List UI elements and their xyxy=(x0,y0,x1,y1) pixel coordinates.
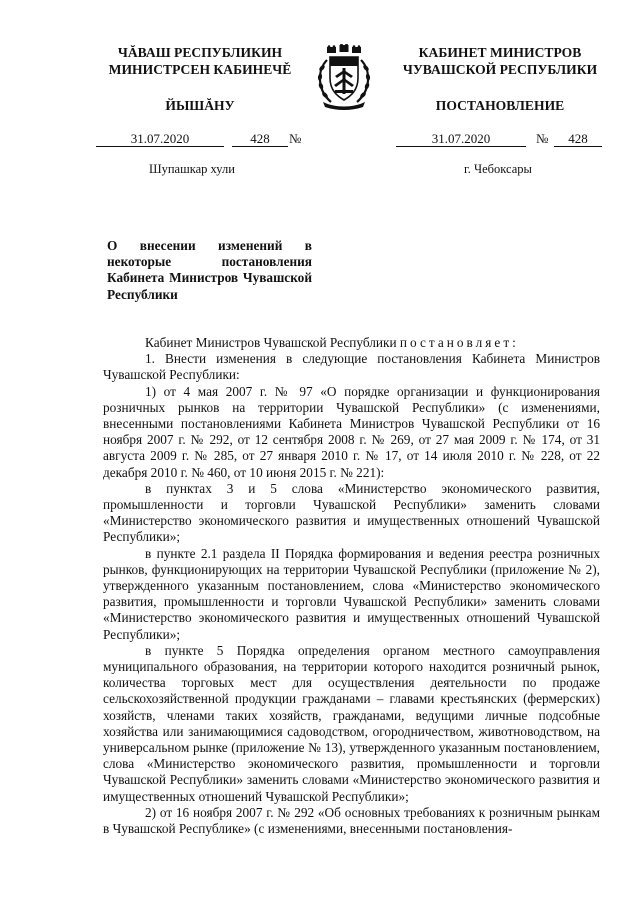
right-number: 428 xyxy=(554,131,602,147)
left-number: 428 xyxy=(232,131,288,147)
body-paragraph: 1. Внести изменения в следующие постановления Кабинета Министров Чувашской Республики: xyxy=(103,351,600,383)
left-org-line-2: МИНИСТРСЕН КАБИНЕЧĚ xyxy=(108,61,292,77)
place-left: Шупашкар хули xyxy=(149,162,235,176)
right-date: 31.07.2020 xyxy=(396,131,526,147)
dateline-left xyxy=(96,131,310,149)
left-date: 31.07.2020 xyxy=(96,131,224,147)
body-paragraph: в пунктах 3 и 5 слова «Министерство экономического развития, промышленности и торговли Чувашской Республики» заменить словами «Министерство экономического развития и имущественных отношений Чувашской Республики»; xyxy=(103,480,600,545)
right-doc-type: ПОСТАНОВЛЕНИЕ xyxy=(435,98,565,113)
header-left xyxy=(86,45,314,78)
place-right: г. Чебоксары xyxy=(464,162,532,176)
intro-spaced: постановляет: xyxy=(399,335,519,350)
right-number-sign: № xyxy=(536,131,549,146)
left-org-line-1: ЧĂВАШ РЕСПУБЛИКИН xyxy=(117,45,283,60)
document-body xyxy=(103,335,600,837)
right-org-line-1: КАБИНЕТ МИНИСТРОВ xyxy=(418,45,582,60)
dateline-right xyxy=(396,131,602,149)
body-paragraph: в пункте 2.1 раздела II Порядка формирования и ведения реестра розничных рынков, функционирующих на территории Чувашской Республики (приложение № 2), утвержденного указанным постановлением, слова «Министерство экономического развития, промышленности и торговли Чувашской Республики» заменить словами «Министерство экономического развития и имущественных отношений Чувашской Республики»; xyxy=(103,545,600,642)
body-paragraph: в пункте 5 Порядка определения органом местного самоуправления муниципального образования, на территории которого находится розничный рынок, количества торговых мест для осуществления деятельности по продаже сельскохозяйственной продукции гражданами – главами крестьянских (фермерских) хозяйств, членами таких хозяйств, гражданами, ведущими личные подсобные хозяйства или занимающимися садоводством, огородничеством, животноводством, на универсальном рынке (приложение № 13), утвержденного указанным постановлением, слова «Министерство экономического развития, промышленности и торговли Чувашской Республики» заменить словами «Министерство экономического развития и имущественных отношений Чувашской Республики»; xyxy=(103,642,600,804)
intro-lead: Кабинет Министров Чувашской Республики xyxy=(145,335,397,350)
document-title: О внесении изменений в некоторые постановления Кабинета Министров Чувашской Республики xyxy=(107,238,312,302)
right-org-line-2: ЧУВАШСКОЙ РЕСПУБЛИКИ xyxy=(402,61,598,77)
body-paragraph: 2) от 16 ноября 2007 г. № 292 «Об основных требованиях к розничным рынкам в Чувашской Республике» (с изменениями, внесенными постановления- xyxy=(103,804,600,837)
chuvash-coat-of-arms-icon xyxy=(313,44,375,110)
left-doc-type: ЙЫШĂНУ xyxy=(165,98,235,113)
body-paragraph: 1) от 4 мая 2007 г. № 97 «О порядке организации и функционирования розничных рынков на территории Чувашской Республики» (с изменениями, внесенными постановлениями Кабинета Министров Чувашской Республики от 16 ноября 2007 г. № 292, от 12 сентября 2008 г. № 269, от 27 мая 2009 г. № 174, от 31 августа 2009 г. № 285, от 27 января 2010 г. № 17, от 14 июля 2010 г. № 228, от 22 декабря 2010 г. № 460, от 10 июня 2015 г. № 221): xyxy=(103,383,600,480)
left-number-sign: № xyxy=(289,131,302,146)
intro-paragraph xyxy=(103,335,600,351)
header-right xyxy=(387,45,613,78)
